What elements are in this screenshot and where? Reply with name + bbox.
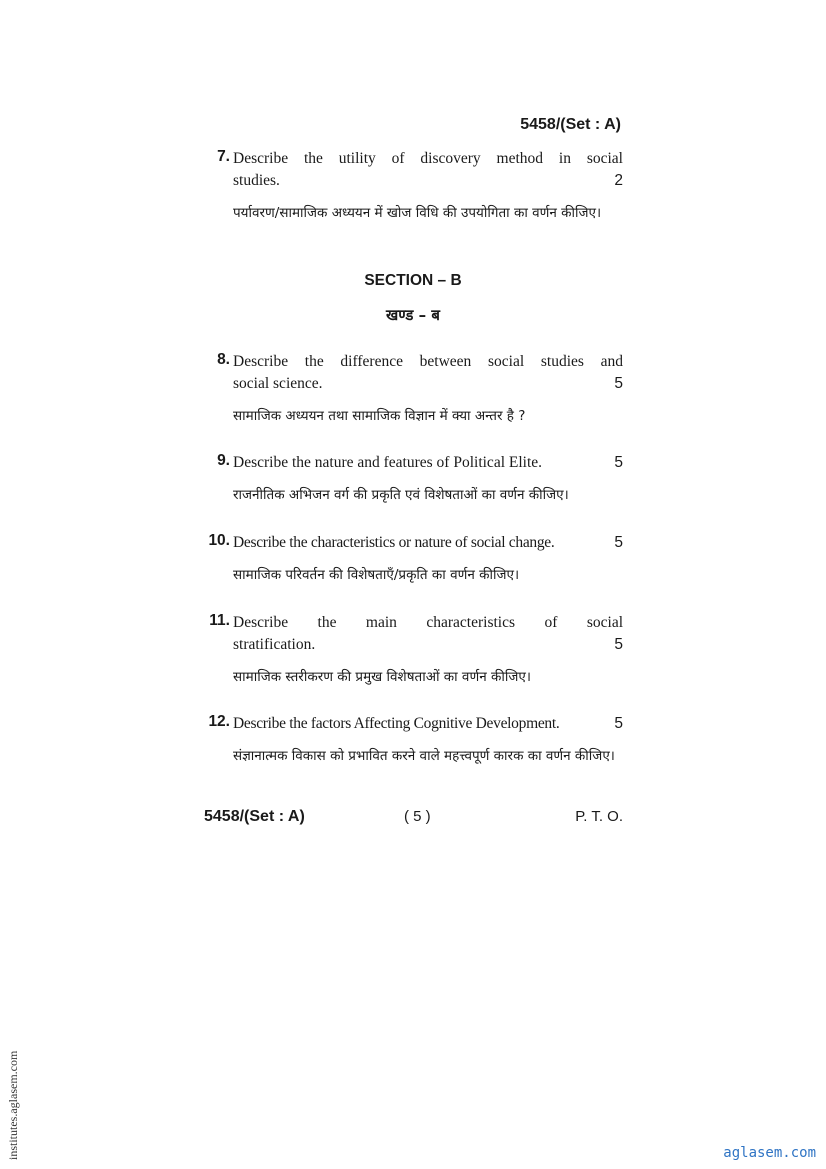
question-text-hi: सामाजिक परिवर्तन की विशेषताएँ/प्रकृति का वर्णन कीजिए।	[233, 567, 520, 583]
question-9	[200, 452, 623, 507]
question-7	[200, 148, 623, 225]
question-8	[200, 351, 623, 428]
question-text-hi: सामाजिक स्तरीकरण की प्रमुख विशेषताओं का वर्णन कीजिए।	[233, 669, 531, 685]
marks: 5	[614, 375, 623, 392]
question-text-hi: पर्यावरण/सामाजिक अध्ययन में खोज विधि की उपयोगिता का वर्णन कीजिए।	[233, 205, 602, 221]
section-title-hi: खण्ड – ब	[386, 306, 440, 324]
page-number: ( 5 )	[404, 808, 431, 825]
marks: 2	[614, 172, 623, 189]
question-number: 9.	[217, 452, 230, 469]
question-text-hi: राजनीतिक अभिजन वर्ग की प्रकृति एवं विशेषताओं का वर्णन कीजिए।	[233, 487, 569, 503]
marks: 5	[614, 534, 623, 551]
question-number: 12.	[208, 713, 230, 730]
question-text-hi: संज्ञानात्मक विकास को प्रभावित करने वाले महत्त्वपूर्ण कारक का वर्णन कीजिए।	[233, 748, 615, 764]
question-text-en: social science.	[233, 375, 323, 392]
question-11	[200, 612, 623, 689]
question-number: 8.	[217, 351, 230, 368]
marks: 5	[614, 454, 623, 471]
question-text-en: Describe the utility of discovery method in social	[233, 150, 623, 167]
question-number: 11.	[209, 612, 230, 629]
paper-code-header: 5458/(Set : A)	[520, 116, 621, 133]
question-text-en: Describe the characteristics or nature of social change.	[233, 534, 555, 551]
question-10	[200, 532, 623, 587]
marks: 5	[614, 636, 623, 653]
question-text-hi: सामाजिक अध्ययन तथा सामाजिक विज्ञान में क्या अन्तर है ?	[233, 408, 526, 424]
section-title-en: SECTION – B	[364, 272, 462, 289]
footer-paper-code: 5458/(Set : A)	[204, 808, 305, 825]
marks: 5	[614, 715, 623, 732]
question-number: 7.	[217, 148, 230, 165]
question-text-en: Describe the difference between social studies and	[233, 353, 623, 370]
question-12	[200, 713, 623, 768]
question-text-en: Describe the factors Affecting Cognitive Development.	[233, 715, 560, 732]
question-text-en: studies.	[233, 172, 280, 189]
please-turn-over: P. T. O.	[575, 808, 623, 825]
question-text-en: Describe the nature and features of Political Elite.	[233, 454, 543, 471]
question-text-en: stratification.	[233, 636, 316, 653]
corner-watermark: aglasem.com	[723, 1145, 816, 1161]
question-number: 10.	[208, 532, 230, 549]
side-watermark: institutes.aglasem.com	[6, 1050, 20, 1160]
question-text-en: Describe the main characteristics of social	[233, 614, 623, 631]
page-footer	[204, 808, 623, 830]
